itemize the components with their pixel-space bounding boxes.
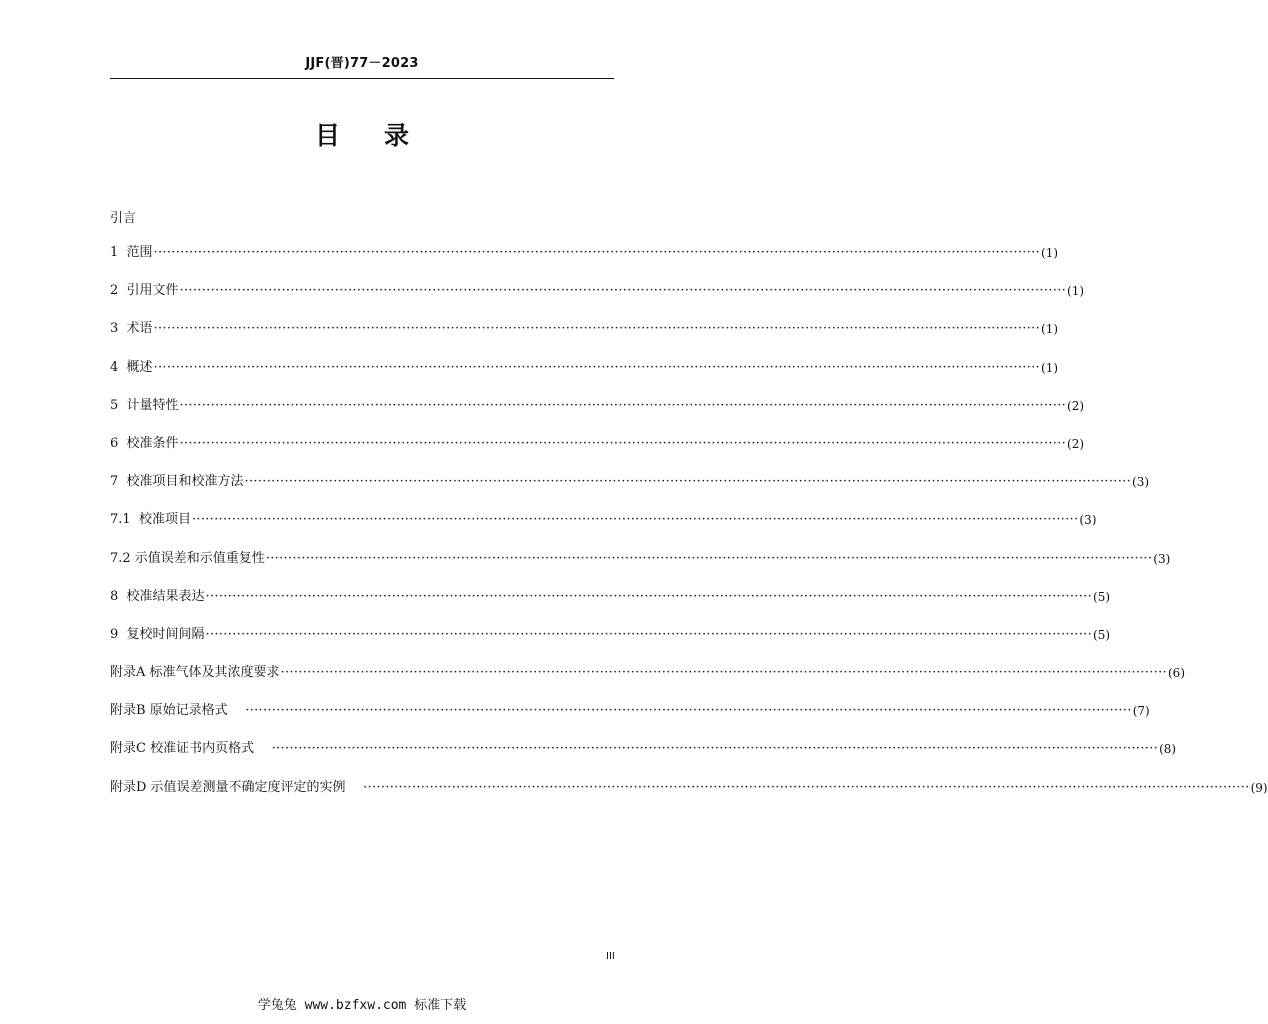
toc-entry-page: (8) xyxy=(1159,742,1177,757)
toc-entry[interactable] xyxy=(110,739,1177,777)
page-title xyxy=(0,116,724,152)
toc-intro-entry[interactable]: 引言 xyxy=(110,211,137,226)
toc-entry[interactable] xyxy=(110,625,1111,663)
toc-entry-title: 4 概述 xyxy=(110,359,153,375)
toc-entry[interactable] xyxy=(110,281,1085,319)
toc-entry-title: 7.1 校准项目 xyxy=(110,512,191,528)
toc-entry-page: (7) xyxy=(1132,704,1150,719)
toc-entry-page: (3) xyxy=(1132,475,1150,490)
toc-entry-title: 附录C 校准证书内页格式 xyxy=(110,741,271,757)
toc-leader-dots: ········································································································································································································ xyxy=(191,512,1079,528)
toc-entry-page: (3) xyxy=(1079,513,1097,528)
toc-leader-dots: ········································································································································································································ xyxy=(245,703,1132,719)
toc-entry[interactable] xyxy=(110,510,1097,548)
toc-leader-dots: ········································································································································································································ xyxy=(153,321,1041,337)
toc-entry[interactable] xyxy=(110,701,1150,739)
page-number: III xyxy=(606,951,615,962)
toc-entry-page: (6) xyxy=(1168,666,1185,681)
toc-entry[interactable] xyxy=(110,358,1059,396)
toc-entry[interactable] xyxy=(110,587,1111,625)
toc-entry-page: (2) xyxy=(1067,398,1085,413)
header-divider xyxy=(110,78,614,79)
toc-leader-dots: ········································································································································································································ xyxy=(280,665,1167,681)
toc-leader-dots: ········································································································································································································ xyxy=(179,283,1067,299)
toc-entry[interactable] xyxy=(110,434,1085,472)
toc-entry-title: 附录D 示值误差测量不确定度评定的实例 xyxy=(110,779,363,795)
toc-entry-title: 7 校准项目和校准方法 xyxy=(110,474,244,490)
toc-entry-title: 7.2 示值误差和示值重复性 xyxy=(110,550,265,566)
toc-entry-page: (1) xyxy=(1041,246,1059,260)
toc-entry-title: 5 计量特性 xyxy=(110,397,179,413)
toc-entry-page: (5) xyxy=(1093,627,1111,642)
toc-entry[interactable] xyxy=(110,663,1185,701)
toc-entry-page: (2) xyxy=(1067,436,1085,451)
toc-entry-title: 附录A 标准气体及其浓度要求 xyxy=(110,665,280,681)
toc-entry-title: 8 校准结果表达 xyxy=(110,588,205,604)
toc-entry-page: (5) xyxy=(1093,589,1111,604)
toc-entry[interactable] xyxy=(110,778,1268,816)
toc-leader-dots: ········································································································································································································ xyxy=(265,550,1153,566)
toc-entry[interactable] xyxy=(110,549,1171,587)
toc-leader-dots: ········································································································································································································ xyxy=(205,588,1093,604)
toc-entry-page: (1) xyxy=(1041,322,1059,337)
toc-entry-title: 3 术语 xyxy=(110,321,153,337)
toc-entry-page: (1) xyxy=(1041,360,1059,375)
toc-entry[interactable] xyxy=(110,396,1085,434)
toc-entry-title: 9 复校时间间隔 xyxy=(110,626,205,642)
toc-leader-dots: ········································································································································································································ xyxy=(179,397,1067,413)
toc-leader-dots: ········································································································································································································ xyxy=(179,435,1067,451)
toc-entry-page: (9) xyxy=(1250,780,1268,795)
toc-entry-page: (1) xyxy=(1067,284,1085,299)
toc-entry-page: (3) xyxy=(1153,551,1171,566)
toc-leader-dots: ········································································································································································································ xyxy=(363,779,1250,795)
toc-entry-title: 2 引用文件 xyxy=(110,283,179,299)
toc-entry-title: 6 校准条件 xyxy=(110,435,179,451)
toc-leader-dots: ········································································································································································································ xyxy=(244,474,1132,490)
page-title-char-1: 目 xyxy=(314,121,340,150)
toc-entry[interactable] xyxy=(110,319,1059,357)
standard-code-header: JJF(晋)77－2023 xyxy=(305,56,419,71)
toc-entry-title: 附录B 原始记录格式 xyxy=(110,703,245,719)
toc-entry[interactable] xyxy=(110,243,1059,281)
table-of-contents xyxy=(110,243,1268,816)
page-title-char-2: 录 xyxy=(384,121,410,150)
toc-leader-dots: ········································································································································································································ xyxy=(153,245,1041,260)
toc-entry-title: 1 范围 xyxy=(110,245,153,260)
toc-leader-dots: ········································································································································································································ xyxy=(153,359,1041,375)
toc-leader-dots: ········································································································································································································ xyxy=(271,741,1159,757)
watermark-footer: 学兔兔 www.bzfxw.com 标准下载 xyxy=(257,998,467,1013)
toc-entry[interactable] xyxy=(110,472,1150,510)
toc-leader-dots: ········································································································································································································ xyxy=(205,626,1093,642)
